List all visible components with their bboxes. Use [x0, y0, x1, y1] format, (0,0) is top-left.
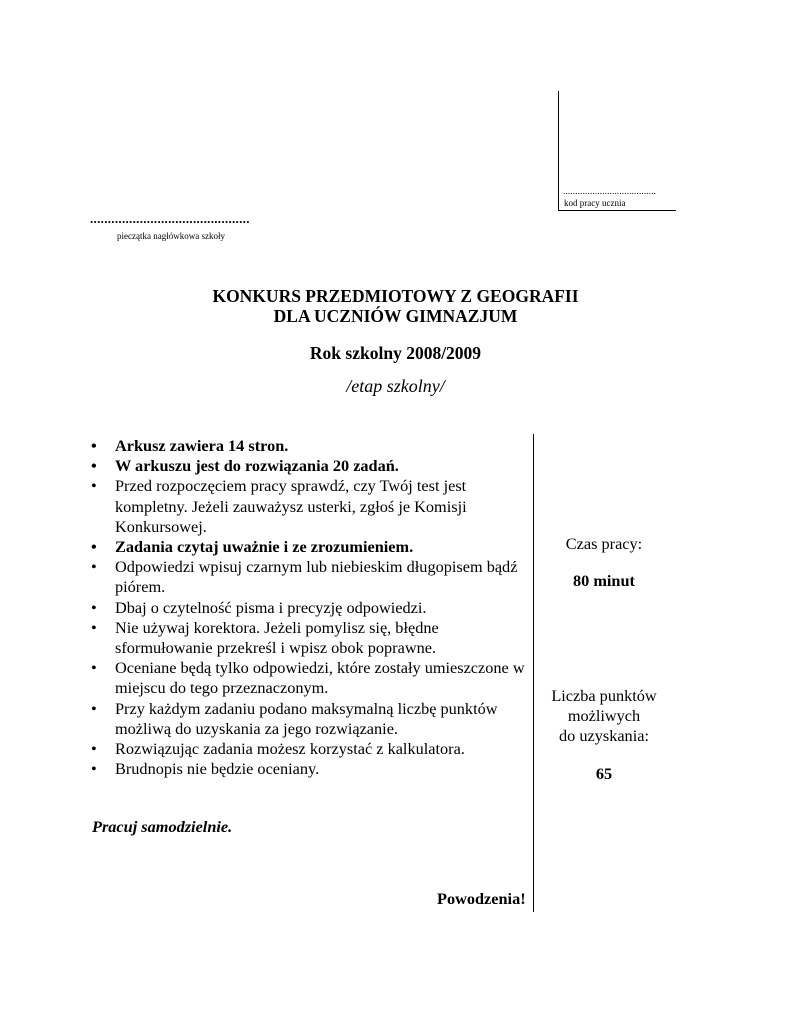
work-alone-note: Pracuj samodzielnie. [92, 817, 233, 836]
instruction-item: • Odpowiedzi wpisuj czarnym lub niebieskim długopisem bądź piórem. [90, 557, 530, 597]
contest-title-line-2: DLA UCZNIÓW GIMNAZJUM [273, 306, 518, 326]
instruction-item: • Rozwiązując zadania możesz korzystać z kalkulatora. [90, 739, 530, 759]
work-time-value: 80 minut [573, 571, 635, 590]
code-box-left-border [558, 91, 559, 211]
instruction-item: • Zadania czytaj uważnie i ze zrozumieniem. [90, 537, 530, 557]
max-points-value: 65 [595, 764, 613, 783]
instructions-list [90, 436, 530, 779]
max-points-label-line: do uzyskania: [559, 726, 649, 746]
instruction-item: • Przy każdym zadaniu podano maksymalną liczbę punktów możliwą do uzyskania za jego rozwiązanie. [90, 699, 530, 739]
good-luck-note: Powodzenia! [437, 889, 526, 908]
max-points-label-line: możliwych [567, 706, 641, 726]
instruction-item: • W arkuszu jest do rozwiązania 20 zadań. [90, 456, 530, 476]
school-stamp-field: ............................................. [90, 211, 250, 226]
student-code-label: kod pracy ucznia [564, 198, 626, 208]
instruction-item: • Arkusz zawiera 14 stron. [90, 436, 530, 456]
school-year: Rok szkolny 2008/2009 [309, 343, 482, 363]
instruction-item: • Nie używaj korektora. Jeżeli pomylisz się, błędne sformułowanie przekreśl i wpisz obok poprawne. [90, 618, 530, 658]
contest-stage: /etap szkolny/ [346, 376, 445, 396]
instruction-item: • Przed rozpoczęciem pracy sprawdź, czy Twój test jest kompletny. Jeżeli zauważysz usterki, zgłoś je Komisji Konkursowej. [90, 476, 530, 537]
column-divider [533, 434, 534, 912]
code-box-bottom-border [558, 210, 676, 211]
max-points-label [534, 686, 674, 747]
work-time-label: Czas pracy: [565, 534, 643, 553]
instruction-item: • Dbaj o czytelność pisma i precyzję odpowiedzi. [90, 598, 530, 618]
max-points-label-line: Liczba punktów [551, 686, 657, 705]
school-stamp-label: pieczątka nagłówkowa szkoły [117, 231, 225, 241]
contest-title-line-1: KONKURS PRZEDMIOTOWY Z GEOGRAFII [212, 286, 579, 306]
student-code-field[interactable]: ...................................... [563, 186, 657, 196]
instruction-item: • Brudnopis nie będzie oceniany. [90, 759, 530, 779]
instruction-item: • Oceniane będą tylko odpowiedzi, które zostały umieszczone w miejscu do tego przeznaczonym. [90, 658, 530, 698]
